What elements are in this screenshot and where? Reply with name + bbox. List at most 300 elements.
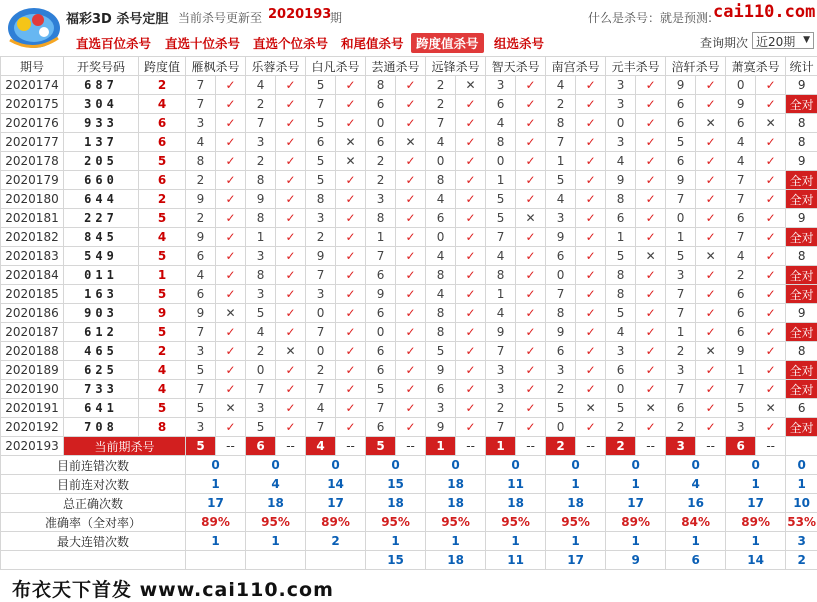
- summary-value: 95%: [426, 513, 486, 532]
- period-cell: 2020175: [1, 95, 64, 114]
- current-kill-pending: --: [576, 437, 606, 456]
- summary-value: 18: [426, 551, 486, 570]
- table-row: [1, 418, 817, 437]
- table-row: [1, 95, 817, 114]
- kill-number-cell: 0: [726, 76, 756, 95]
- summary-label: [1, 551, 186, 570]
- span-value-cell: 2: [139, 342, 186, 361]
- summary-value: 1: [186, 475, 246, 494]
- period-cell: 2020192: [1, 418, 64, 437]
- kill-number-cell: 2: [546, 380, 576, 399]
- span-value-cell: 5: [139, 209, 186, 228]
- check-icon: ✓: [396, 266, 426, 285]
- period-cell: 2020186: [1, 304, 64, 323]
- current-period-cell: 2020193: [1, 437, 64, 456]
- draw-number-cell: 644: [64, 190, 139, 209]
- check-icon: ✓: [456, 95, 486, 114]
- kill-number-cell: 4: [546, 76, 576, 95]
- summary-value: [306, 551, 366, 570]
- kill-number-cell: 7: [666, 190, 696, 209]
- kill-number-cell: 9: [186, 190, 216, 209]
- kill-number-cell: 3: [726, 418, 756, 437]
- draw-number-cell: 163: [64, 285, 139, 304]
- kill-number-cell: 4: [606, 323, 636, 342]
- period-cell: 2020183: [1, 247, 64, 266]
- page-header: [0, 0, 817, 56]
- kill-number-cell: 5: [366, 380, 396, 399]
- kill-number-cell: 3: [666, 266, 696, 285]
- check-icon: ✓: [636, 304, 666, 323]
- check-icon: ✓: [216, 323, 246, 342]
- summary-value: 15: [366, 475, 426, 494]
- stat-cell: 6: [786, 399, 817, 418]
- check-icon: ✓: [756, 133, 786, 152]
- app-title: 福彩3D 杀号定胆: [66, 8, 168, 27]
- kill-number-cell: 1: [366, 228, 396, 247]
- summary-value: 0: [486, 456, 546, 475]
- stat-cell: 8: [786, 247, 817, 266]
- check-icon: ✓: [576, 133, 606, 152]
- check-icon: ✓: [636, 209, 666, 228]
- draw-number-cell: 465: [64, 342, 139, 361]
- kill-number-cell: 4: [486, 304, 516, 323]
- kill-number-cell: 9: [186, 228, 216, 247]
- check-icon: ✓: [456, 323, 486, 342]
- kill-number-cell: 0: [426, 152, 456, 171]
- check-icon: ✓: [396, 323, 426, 342]
- table-row: [1, 171, 817, 190]
- check-icon: ✓: [576, 342, 606, 361]
- summary-value: 4: [246, 475, 306, 494]
- current-kill-pending: --: [336, 437, 366, 456]
- cross-icon: ✕: [636, 399, 666, 418]
- summary-value: 1: [666, 532, 726, 551]
- kill-number-cell: 6: [606, 361, 636, 380]
- span-value-cell: 1: [139, 266, 186, 285]
- current-kill-pending: --: [276, 437, 306, 456]
- check-icon: ✓: [516, 418, 546, 437]
- table-row: [1, 190, 817, 209]
- kill-number-cell: 3: [486, 76, 516, 95]
- check-icon: ✓: [396, 361, 426, 380]
- kill-number-cell: 1: [606, 228, 636, 247]
- cross-icon: ✕: [336, 133, 366, 152]
- kill-number-cell: 2: [426, 95, 456, 114]
- check-icon: ✓: [696, 228, 726, 247]
- check-icon: ✓: [396, 304, 426, 323]
- kill-number-cell: 2: [186, 171, 216, 190]
- draw-number-cell: 304: [64, 95, 139, 114]
- nav-tab-units-kill[interactable]: 直选个位杀号: [253, 34, 328, 52]
- col-header-expert: 元丰杀号: [606, 57, 666, 76]
- period-cell: 2020177: [1, 133, 64, 152]
- check-icon: ✓: [696, 285, 726, 304]
- table-row: [1, 209, 817, 228]
- check-icon: ✓: [456, 380, 486, 399]
- kill-number-cell: 5: [306, 114, 336, 133]
- footer-banner: [0, 573, 365, 599]
- summary-value: 1: [546, 532, 606, 551]
- check-icon: ✓: [516, 266, 546, 285]
- period-select[interactable]: [752, 32, 814, 49]
- kill-number-cell: 8: [306, 190, 336, 209]
- kill-number-cell: 5: [606, 304, 636, 323]
- check-icon: ✓: [516, 380, 546, 399]
- kill-number-cell: 6: [366, 418, 396, 437]
- check-icon: ✓: [276, 380, 306, 399]
- kill-number-cell: 9: [186, 304, 216, 323]
- summary-value: 1: [726, 475, 786, 494]
- kill-number-cell: 2: [306, 361, 336, 380]
- check-icon: ✓: [636, 342, 666, 361]
- kill-number-cell: 4: [306, 399, 336, 418]
- kill-number-cell: 7: [186, 323, 216, 342]
- summary-value: 0: [606, 456, 666, 475]
- summary-label: 目前连对次数: [1, 475, 186, 494]
- kill-number-cell: 2: [246, 152, 276, 171]
- kill-number-cell: 7: [246, 380, 276, 399]
- kill-number-cell: 6: [666, 152, 696, 171]
- kill-number-cell: 8: [246, 171, 276, 190]
- check-icon: ✓: [396, 418, 426, 437]
- table-summary: [1, 456, 817, 570]
- table-row: [1, 266, 817, 285]
- summary-value: 95%: [366, 513, 426, 532]
- current-kill-number: 6: [246, 437, 276, 456]
- check-icon: ✓: [696, 171, 726, 190]
- summary-value: 1: [186, 532, 246, 551]
- kill-number-cell: 4: [726, 152, 756, 171]
- check-icon: ✓: [516, 285, 546, 304]
- check-icon: ✓: [216, 247, 246, 266]
- check-icon: ✓: [456, 190, 486, 209]
- current-stat-cell: [786, 437, 817, 456]
- check-icon: ✓: [516, 304, 546, 323]
- kill-number-cell: 0: [486, 152, 516, 171]
- kill-number-cell: 9: [486, 323, 516, 342]
- kill-number-cell: 7: [186, 95, 216, 114]
- kill-number-cell: 9: [426, 418, 456, 437]
- kill-number-cell: 0: [546, 418, 576, 437]
- check-icon: ✓: [576, 95, 606, 114]
- kill-number-cell: 8: [606, 266, 636, 285]
- summary-value: 6: [666, 551, 726, 570]
- check-icon: ✓: [456, 342, 486, 361]
- check-icon: ✓: [696, 266, 726, 285]
- draw-number-cell: 733: [64, 380, 139, 399]
- kill-number-cell: 6: [366, 266, 396, 285]
- kill-number-cell: 6: [186, 247, 216, 266]
- kill-number-cell: 2: [246, 342, 276, 361]
- check-icon: ✓: [756, 361, 786, 380]
- kill-number-cell: 3: [606, 95, 636, 114]
- summary-value: 1: [606, 532, 666, 551]
- kill-number-cell: 1: [486, 171, 516, 190]
- summary-value: 17: [546, 551, 606, 570]
- summary-value: [246, 551, 306, 570]
- summary-value: 17: [186, 494, 246, 513]
- check-icon: ✓: [756, 323, 786, 342]
- col-header-expert: 白凡杀号: [306, 57, 366, 76]
- kill-number-cell: 0: [366, 323, 396, 342]
- stat-cell: 全对: [786, 361, 817, 380]
- kill-number-cell: 9: [666, 171, 696, 190]
- check-icon: ✓: [336, 209, 366, 228]
- kill-number-cell: 8: [546, 114, 576, 133]
- summary-value: 1: [546, 475, 606, 494]
- check-icon: ✓: [516, 399, 546, 418]
- check-icon: ✓: [696, 95, 726, 114]
- check-icon: ✓: [456, 247, 486, 266]
- current-kill-number: 2: [546, 437, 576, 456]
- check-icon: ✓: [216, 95, 246, 114]
- span-value-cell: 9: [139, 304, 186, 323]
- cross-icon: ✕: [336, 152, 366, 171]
- check-icon: ✓: [756, 380, 786, 399]
- check-icon: ✓: [336, 361, 366, 380]
- check-icon: ✓: [396, 342, 426, 361]
- period-cell: 2020179: [1, 171, 64, 190]
- span-value-cell: 5: [139, 247, 186, 266]
- kill-number-cell: 2: [666, 342, 696, 361]
- summary-value: 1: [426, 532, 486, 551]
- kill-number-cell: 3: [486, 361, 516, 380]
- check-icon: ✓: [276, 95, 306, 114]
- summary-value: 15: [366, 551, 426, 570]
- check-icon: ✓: [516, 95, 546, 114]
- check-icon: ✓: [276, 418, 306, 437]
- check-icon: ✓: [456, 152, 486, 171]
- kill-number-cell: 9: [306, 247, 336, 266]
- kill-number-cell: 4: [426, 190, 456, 209]
- draw-number-cell: 612: [64, 323, 139, 342]
- check-icon: ✓: [636, 152, 666, 171]
- check-icon: ✓: [756, 418, 786, 437]
- stat-cell: 8: [786, 342, 817, 361]
- summary-value: 18: [486, 494, 546, 513]
- kill-number-cell: 1: [666, 228, 696, 247]
- kill-number-cell: 5: [726, 399, 756, 418]
- kill-number-cell: 8: [546, 304, 576, 323]
- chevron-down-icon: ▼: [803, 35, 810, 45]
- kill-number-cell: 0: [366, 114, 396, 133]
- check-icon: ✓: [336, 171, 366, 190]
- summary-value: 84%: [666, 513, 726, 532]
- kill-number-cell: 4: [726, 133, 756, 152]
- kill-number-cell: 8: [246, 266, 276, 285]
- col-header-expert: 芸通杀号: [366, 57, 426, 76]
- check-icon: ✓: [276, 361, 306, 380]
- current-kill-number: 3: [666, 437, 696, 456]
- kill-number-cell: 6: [546, 342, 576, 361]
- check-icon: ✓: [696, 399, 726, 418]
- check-icon: ✓: [756, 190, 786, 209]
- kill-number-cell: 8: [426, 171, 456, 190]
- summary-value: 0: [426, 456, 486, 475]
- check-icon: ✓: [216, 171, 246, 190]
- footer-text: 布衣天下首发 www.cai110.com: [12, 575, 334, 602]
- nav-tab-span-kill[interactable]: 跨度值杀号: [411, 33, 484, 53]
- stat-cell: 全对: [786, 190, 817, 209]
- nav-tab-sum-tail-kill[interactable]: 和尾值杀号: [341, 34, 404, 52]
- current-kill-pending: --: [636, 437, 666, 456]
- check-icon: ✓: [276, 228, 306, 247]
- check-icon: ✓: [276, 171, 306, 190]
- check-icon: ✓: [636, 95, 666, 114]
- current-kill-number: 5: [186, 437, 216, 456]
- check-icon: ✓: [396, 76, 426, 95]
- check-icon: ✓: [456, 209, 486, 228]
- stat-cell: 8: [786, 114, 817, 133]
- kill-number-cell: 6: [426, 380, 456, 399]
- summary-value: 0: [306, 456, 366, 475]
- summary-row: [1, 551, 817, 570]
- kill-number-cell: 9: [546, 228, 576, 247]
- check-icon: ✓: [276, 323, 306, 342]
- span-value-cell: 4: [139, 95, 186, 114]
- summary-label: 总正确次数: [1, 494, 186, 513]
- check-icon: ✓: [756, 209, 786, 228]
- check-icon: ✓: [696, 304, 726, 323]
- check-icon: ✓: [516, 114, 546, 133]
- kill-number-cell: 7: [426, 114, 456, 133]
- period-cell: 2020181: [1, 209, 64, 228]
- check-icon: ✓: [276, 76, 306, 95]
- col-header-span: 跨度值: [139, 57, 186, 76]
- kill-number-cell: 3: [426, 399, 456, 418]
- kill-number-cell: 9: [726, 95, 756, 114]
- table-row: [1, 380, 817, 399]
- summary-value: 95%: [246, 513, 306, 532]
- table-row: [1, 399, 817, 418]
- check-icon: ✓: [336, 342, 366, 361]
- check-icon: ✓: [456, 361, 486, 380]
- kill-number-cell: 2: [666, 418, 696, 437]
- check-icon: ✓: [276, 152, 306, 171]
- kill-number-cell: 3: [246, 399, 276, 418]
- col-header-draw: 开奖号码: [64, 57, 139, 76]
- nav-tab-hundreds-kill[interactable]: 直选百位杀号: [76, 34, 151, 52]
- check-icon: ✓: [516, 152, 546, 171]
- check-icon: ✓: [576, 380, 606, 399]
- period-cell: 2020174: [1, 76, 64, 95]
- site-url-link[interactable]: cai110.com: [713, 2, 815, 22]
- check-icon: ✓: [756, 228, 786, 247]
- kill-number-cell: 1: [726, 361, 756, 380]
- summary-value: 0: [246, 456, 306, 475]
- check-icon: ✓: [336, 95, 366, 114]
- check-icon: ✓: [576, 76, 606, 95]
- draw-number-cell: 641: [64, 399, 139, 418]
- kill-number-cell: 6: [186, 285, 216, 304]
- kill-number-cell: 7: [546, 285, 576, 304]
- period-select-label: 查询期次: [700, 34, 748, 51]
- col-header-expert: 智天杀号: [486, 57, 546, 76]
- check-icon: ✓: [756, 152, 786, 171]
- stat-cell: 全对: [786, 285, 817, 304]
- check-icon: ✓: [276, 209, 306, 228]
- summary-row: [1, 532, 817, 551]
- check-icon: ✓: [336, 380, 366, 399]
- check-icon: ✓: [696, 76, 726, 95]
- summary-value: 95%: [486, 513, 546, 532]
- check-icon: ✓: [456, 114, 486, 133]
- summary-value: 11: [486, 551, 546, 570]
- check-icon: ✓: [696, 323, 726, 342]
- kill-number-cell: 2: [486, 399, 516, 418]
- check-icon: ✓: [216, 209, 246, 228]
- check-icon: ✓: [516, 323, 546, 342]
- check-icon: ✓: [756, 285, 786, 304]
- col-header-expert: 南宫杀号: [546, 57, 606, 76]
- check-icon: ✓: [456, 133, 486, 152]
- check-icon: ✓: [516, 190, 546, 209]
- summary-value: 1: [606, 475, 666, 494]
- table-row: [1, 228, 817, 247]
- check-icon: ✓: [396, 285, 426, 304]
- summary-value: 16: [666, 494, 726, 513]
- summary-value: 89%: [606, 513, 666, 532]
- check-icon: ✓: [756, 171, 786, 190]
- col-header-expert: 萧寞杀号: [726, 57, 786, 76]
- kill-number-cell: 6: [666, 95, 696, 114]
- summary-value: 4: [666, 475, 726, 494]
- check-icon: ✓: [516, 171, 546, 190]
- kill-number-cell: 4: [246, 76, 276, 95]
- check-icon: ✓: [216, 133, 246, 152]
- kill-number-cell: 4: [726, 247, 756, 266]
- check-icon: ✓: [576, 361, 606, 380]
- table-row: [1, 247, 817, 266]
- col-header-expert: 雁枫杀号: [186, 57, 246, 76]
- kill-number-cell: 2: [366, 171, 396, 190]
- nav-tab-group-kill[interactable]: 组选杀号: [494, 34, 544, 52]
- kill-number-cell: 5: [186, 399, 216, 418]
- span-value-cell: 4: [139, 380, 186, 399]
- kill-number-cell: 8: [426, 266, 456, 285]
- kill-number-cell: 2: [246, 95, 276, 114]
- check-icon: ✓: [636, 133, 666, 152]
- nav-tab-tens-kill[interactable]: 直选十位杀号: [165, 34, 240, 52]
- summary-value: 18: [246, 494, 306, 513]
- span-value-cell: 5: [139, 399, 186, 418]
- kill-number-cell: 5: [246, 418, 276, 437]
- check-icon: ✓: [336, 285, 366, 304]
- table-row: [1, 304, 817, 323]
- kill-number-cell: 3: [306, 285, 336, 304]
- check-icon: ✓: [396, 152, 426, 171]
- check-icon: ✓: [396, 209, 426, 228]
- summary-value: 0: [726, 456, 786, 475]
- kill-number-cell: 3: [546, 361, 576, 380]
- check-icon: ✓: [696, 418, 726, 437]
- current-kill-number: 4: [306, 437, 336, 456]
- cross-icon: ✕: [756, 114, 786, 133]
- check-icon: ✓: [216, 361, 246, 380]
- cross-icon: ✕: [396, 133, 426, 152]
- kill-number-cell: 8: [606, 190, 636, 209]
- kill-number-cell: 9: [426, 361, 456, 380]
- summary-row: [1, 475, 817, 494]
- draw-number-cell: 933: [64, 114, 139, 133]
- kill-number-cell: 5: [486, 190, 516, 209]
- summary-value: 0: [546, 456, 606, 475]
- summary-value: 18: [426, 475, 486, 494]
- check-icon: ✓: [756, 342, 786, 361]
- stat-cell: 全对: [786, 228, 817, 247]
- period-select-value: 近20期: [756, 35, 795, 49]
- kill-number-cell: 2: [366, 152, 396, 171]
